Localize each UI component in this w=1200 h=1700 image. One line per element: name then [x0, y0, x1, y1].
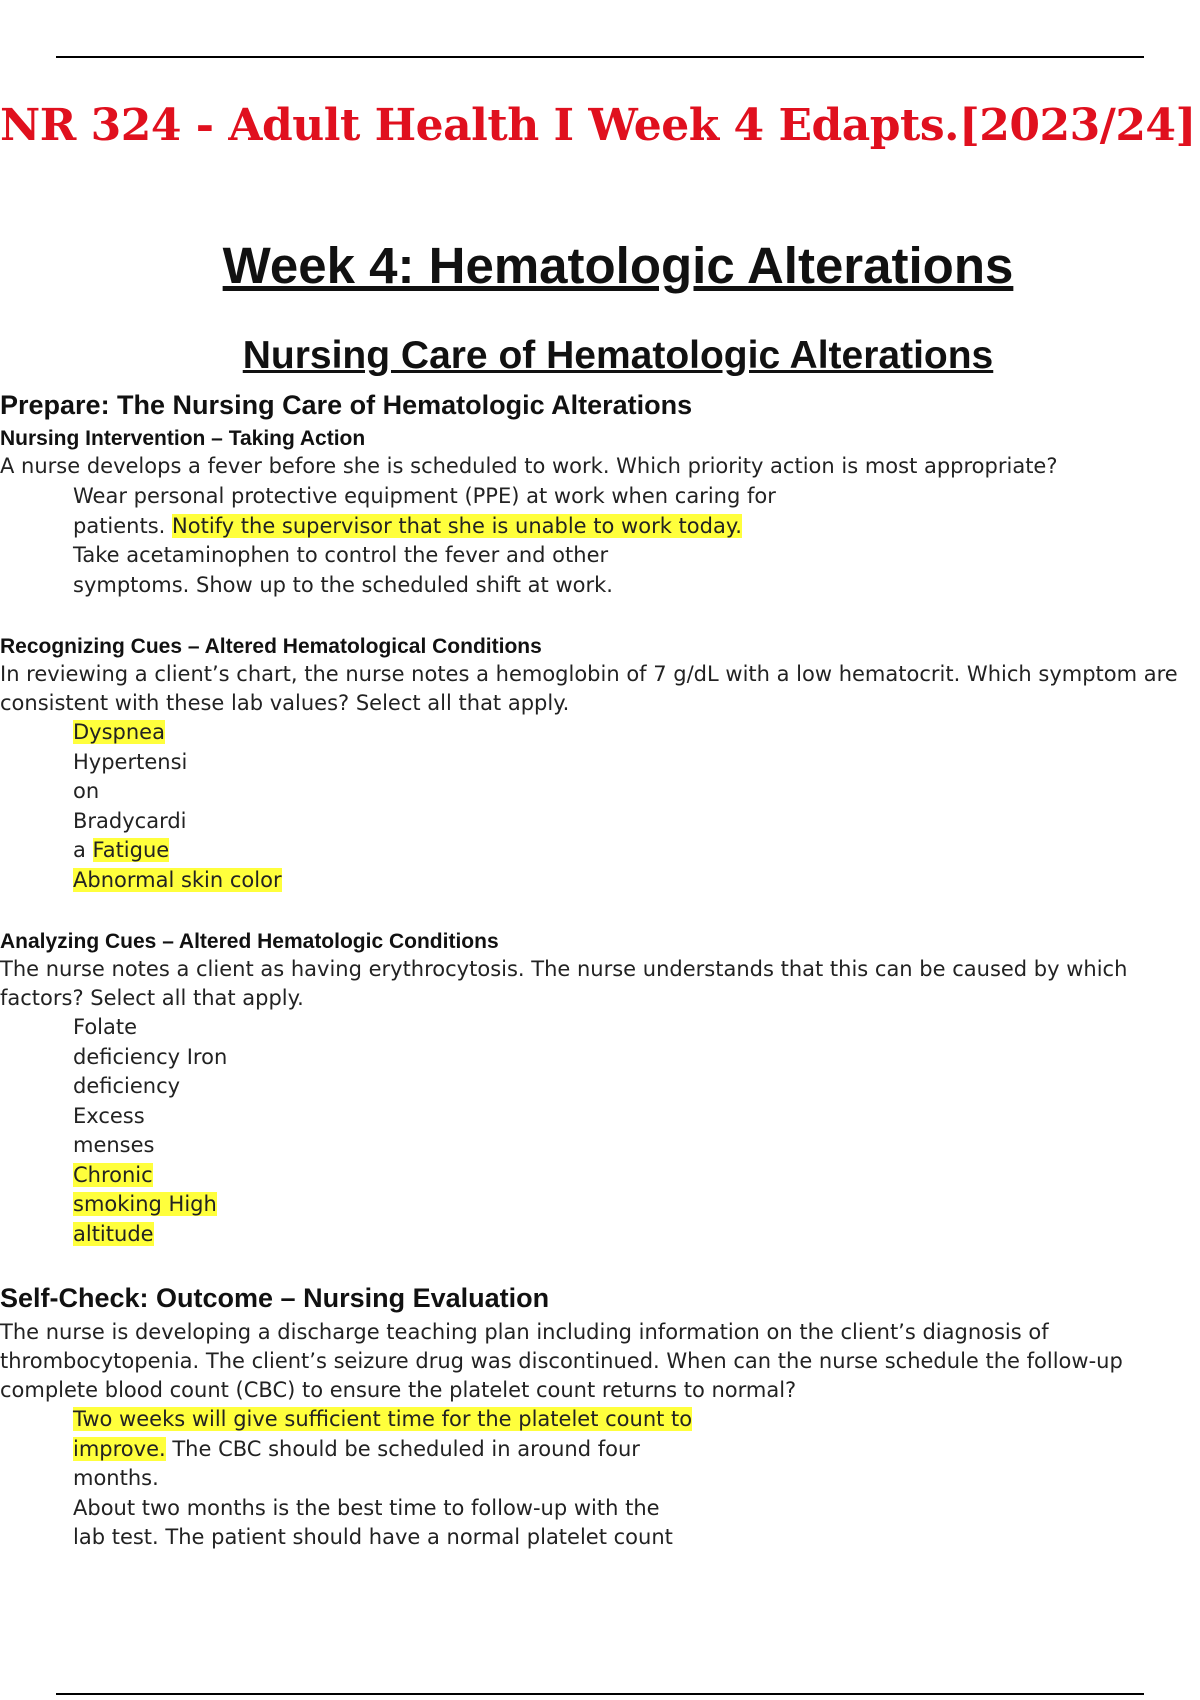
q4-line-5: lab test. The patient should have a normal platelet count	[73, 1525, 673, 1549]
q2-answer-fatigue: Fatigue	[92, 838, 170, 862]
q2-answer-dyspnea: Dyspnea	[73, 720, 165, 744]
q1-line-3: Take acetaminophen to control the fever and other	[73, 543, 609, 567]
section-title: Nursing Care of Hematologic Alterations	[242, 334, 994, 377]
q2-line-3: on	[73, 779, 100, 803]
top-divider	[56, 56, 1144, 58]
q3-line-6	[73, 1161, 227, 1191]
q2-line-5	[73, 836, 282, 866]
q4-answers	[73, 1405, 692, 1553]
q1-question: A nurse develops a fever before she is scheduled to work. Which priority action is most appropriate?	[0, 454, 1058, 478]
q1-line-2-text: patients.	[73, 513, 173, 538]
q3-line-4: Excess	[73, 1103, 145, 1128]
week-title: Week 4: Hematologic Alterations	[222, 237, 1014, 294]
q2-answers	[73, 718, 282, 895]
self-check-heading: Self-Check: Outcome – Nursing Evaluation	[0, 1283, 550, 1313]
q4-line-4: About two months is the best time to follow-up with the	[73, 1495, 660, 1520]
q4-line-1	[73, 1405, 692, 1435]
q4-line-3: months.	[73, 1466, 159, 1490]
bottom-divider	[56, 1693, 1144, 1695]
q4-correct-answer-part1: Two weeks will give sufficient time for the platelet count to	[73, 1407, 693, 1431]
q1-correct-answer: Notify the supervisor that she is unable to work today.	[172, 513, 742, 538]
q3-line-5: menses	[73, 1133, 155, 1157]
q2-question: In reviewing a client’s chart, the nurse notes a hemoglobin of 7 g/dL with a low hematocrit. Which symptom are consistent with these lab values? Select all that apply.	[0, 662, 1178, 715]
q3-line-2: deficiency Iron	[73, 1044, 228, 1069]
q3-line-7	[73, 1190, 227, 1220]
q3-line-3: deficiency	[73, 1074, 181, 1098]
q3-question: The nurse notes a client as having erythrocytosis. The nurse understands that this can be caused by which factors? Select all that apply.	[0, 957, 1128, 1010]
q1-line-4: symptoms. Show up to the scheduled shift at work.	[73, 572, 613, 597]
q1-label: Nursing Intervention – Taking Action	[0, 427, 366, 450]
q3-answer-altitude: altitude	[73, 1221, 154, 1246]
q1-line-1: Wear personal protective equipment (PPE) at work when caring for	[73, 484, 776, 508]
q1-line-2	[73, 512, 776, 542]
q3-answers	[73, 1013, 227, 1249]
q3-line-8	[73, 1220, 227, 1250]
q3-answer-smoking-high: smoking High	[73, 1192, 217, 1216]
q2-line-6	[73, 866, 282, 896]
q4-line-2-text: The CBC should be scheduled in around four	[165, 1436, 640, 1461]
document-title: NR 324 - Adult Health I Week 4 Edapts.[2023/24]	[0, 100, 1196, 151]
q3-line-1: Folate	[73, 1015, 138, 1039]
q4-question: The nurse is developing a discharge teaching plan including information on the client’s diagnosis of thrombocytopenia. The client’s seizure drug was discontinued. When can the nurse schedule the follow-up complete blood count (CBC) to ensure the platelet count returns to normal?	[0, 1320, 1123, 1402]
q1-answers	[73, 482, 776, 600]
q4-line-2	[73, 1435, 692, 1465]
q3-answer-chronic: Chronic	[73, 1162, 153, 1187]
q2-line-1	[73, 718, 282, 748]
q2-line-5-text: a	[73, 838, 93, 862]
q2-answer-skin-color: Abnormal skin color	[73, 867, 282, 892]
q2-line-2: Hypertensi	[73, 749, 188, 774]
q2-line-4: Bradycardi	[73, 808, 187, 833]
prepare-heading: Prepare: The Nursing Care of Hematologic Alterations	[0, 390, 693, 420]
q4-correct-answer-part2: improve.	[73, 1436, 166, 1461]
q3-label: Analyzing Cues – Altered Hematologic Conditions	[0, 930, 499, 953]
q2-label: Recognizing Cues – Altered Hematological Conditions	[0, 635, 542, 658]
